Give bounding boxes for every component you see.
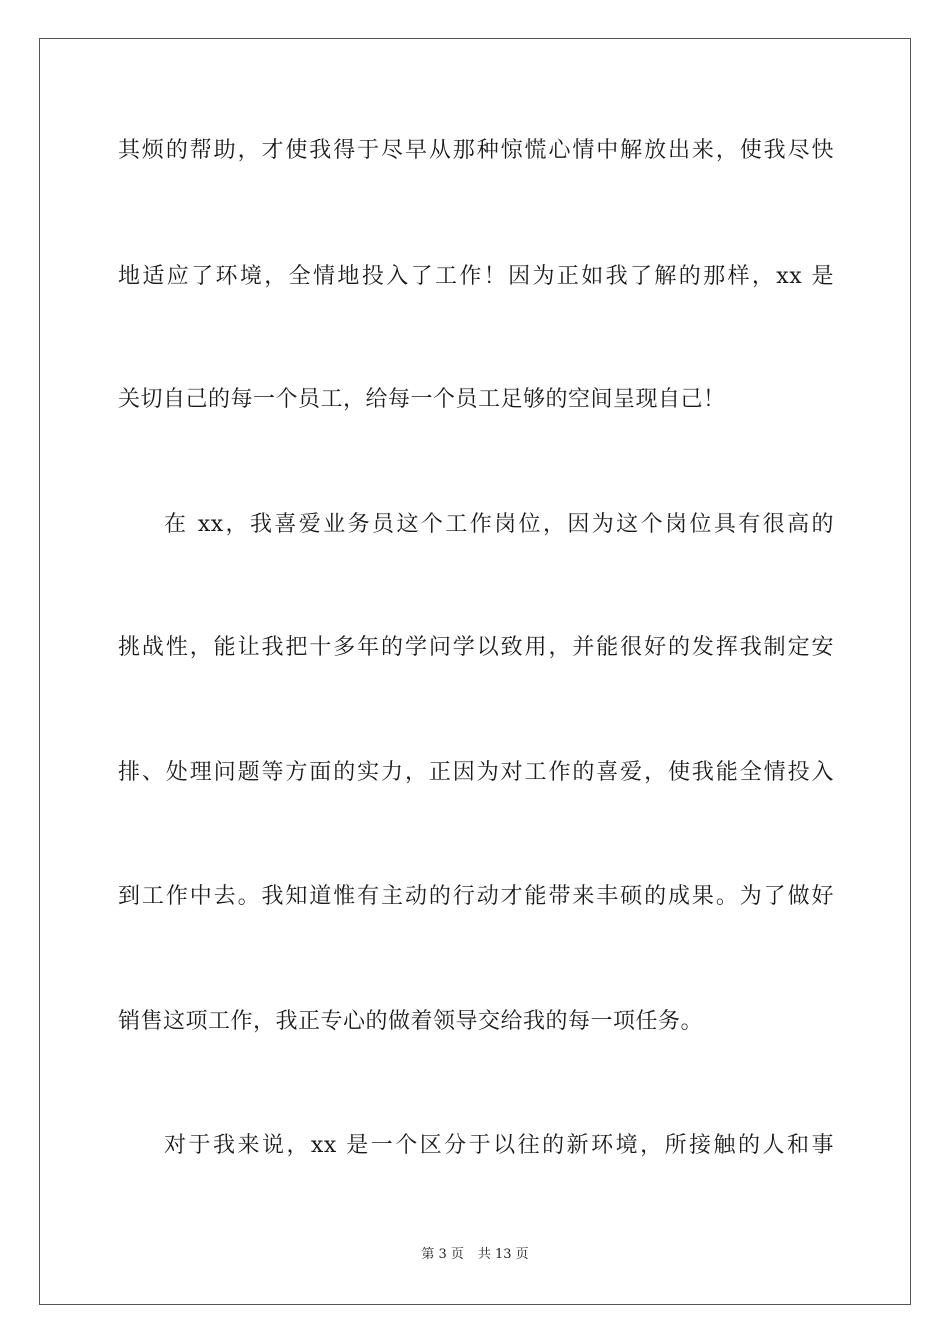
page-total: 共 13 页	[477, 1247, 529, 1262]
paragraph-line: 到工作中去。我知道惟有主动的行动才能带来丰硕的成果。为了做好	[118, 884, 834, 909]
page-frame	[39, 38, 911, 1305]
page-footer	[0, 1246, 950, 1264]
paragraph-line: 关切自己的每一个员工，给每一个员工足够的空间呈现自己！	[118, 387, 726, 412]
paragraph-line: 地适应了环境，全情地投入了工作！因为正如我了解的那样，xx 是	[118, 264, 834, 289]
paragraph-line: 排、处理问题等方面的实力，正因为对工作的喜爱，使我能全情投入	[118, 760, 834, 785]
paragraph-line: 挑战性，能让我把十多年的学问学以致用，并能很好的发挥我制定安	[118, 635, 834, 660]
paragraph-line: 对于我来说，xx 是一个区分于以往的新环境，所接触的人和事	[164, 1133, 834, 1158]
paragraph-line: 其烦的帮助，才使我得于尽早从那种惊慌心情中解放出来，使我尽快	[118, 138, 834, 163]
page-number: 第 3 页	[421, 1247, 464, 1262]
paragraph-line: 销售这项工作，我正专心的做着领导交给我的每一项任务。	[118, 1009, 704, 1034]
paragraph-line: 在 xx，我喜爱业务员这个工作岗位，因为这个岗位具有很高的	[164, 512, 834, 537]
